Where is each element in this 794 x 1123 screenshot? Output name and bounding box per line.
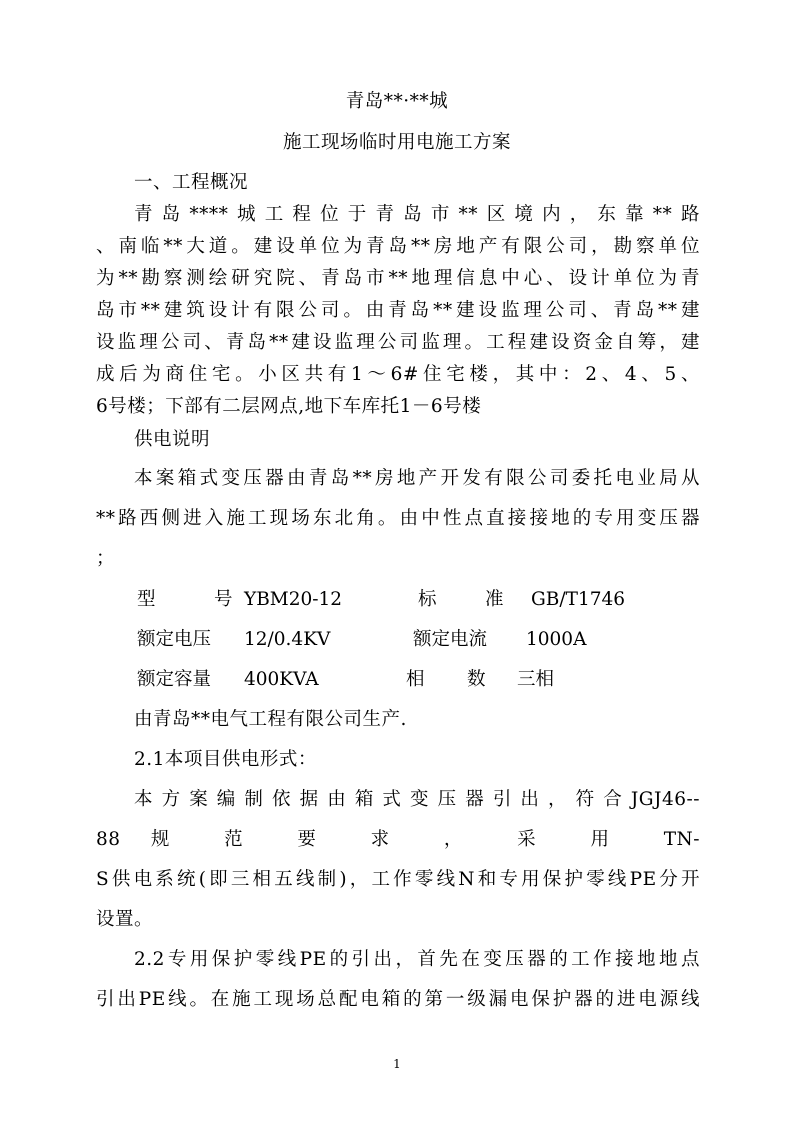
paragraph-line: S供电系统(即三相五线制)，工作零线N和专用保护零线PE分开 bbox=[96, 869, 700, 890]
paragraph-line: 、南临**大道。建设单位为青岛**房地产有限公司，勘察单位 bbox=[96, 236, 700, 257]
paragraph-line: ； bbox=[96, 548, 116, 569]
spec-voltage-label: 额定电压 bbox=[137, 629, 212, 650]
spec-standard-label-b: 准 bbox=[485, 589, 504, 610]
spec-phase-label-a: 相 bbox=[406, 669, 425, 690]
doc-title: 青岛**·**城 bbox=[345, 91, 449, 112]
paragraph-line: 2.2专用保护零线PE的引出，首先在变压器的工作接地地点 bbox=[134, 949, 700, 970]
spec-capacity-label: 额定容量 bbox=[137, 669, 212, 690]
paragraph-line: 岛市**建筑设计有限公司。由青岛**建设监理公司、青岛**建 bbox=[96, 300, 700, 321]
paragraph-line: 88 规 范 要 求 ， 采 用 TN- bbox=[96, 829, 700, 850]
paragraph-line: 引出PE线。在施工现场总配电箱的第一级漏电保护器的进电源线 bbox=[96, 989, 700, 1010]
paragraph-line: 成后为商住宅。小区共有1～6#住宅楼，其中：2、4、5、 bbox=[96, 364, 700, 385]
spec-phase-label-b: 数 bbox=[467, 669, 486, 690]
paragraph-line: 本案箱式变压器由青岛**房地产开发有限公司委托电业局从 bbox=[134, 468, 700, 489]
paragraph-line: 6号楼；下部有二层网点,地下车库托1－6号楼 bbox=[96, 396, 482, 417]
spec-capacity-value: 400KVA bbox=[244, 669, 319, 690]
section-heading-2-1: 2.1本项目供电形式： bbox=[134, 749, 317, 770]
spec-standard-value: GB/T1746 bbox=[531, 589, 626, 610]
section-heading-power: 供电说明 bbox=[134, 429, 211, 450]
spec-model-value: YBM20-12 bbox=[244, 589, 343, 610]
spec-voltage-value: 12/0.4KV bbox=[244, 629, 331, 650]
spec-model-label-b: 号 bbox=[214, 589, 233, 610]
spec-standard-label-a: 标 bbox=[418, 589, 437, 610]
spec-model-label-a: 型 bbox=[137, 589, 156, 610]
manufacturer-line: 由青岛**电气工程有限公司生产. bbox=[134, 709, 407, 730]
section-heading-overview: 一、工程概况 bbox=[134, 172, 249, 193]
paragraph-line: 为**勘察测绘研究院、青岛市**地理信息中心、设计单位为青 bbox=[96, 268, 700, 289]
doc-subtitle: 施工现场临时用电施工方案 bbox=[282, 132, 511, 153]
paragraph-line: **路西侧进入施工现场东北角。由中性点直接接地的专用变压器 bbox=[96, 508, 700, 529]
paragraph-line: 设置。 bbox=[96, 909, 154, 930]
paragraph-line: 青岛****城工程位于青岛市**区境内，东靠**路 bbox=[134, 204, 700, 225]
page-number: 1 bbox=[393, 1057, 401, 1071]
paragraph-line: 设监理公司、青岛**建设监理公司监理。工程建设资金自筹，建 bbox=[96, 332, 700, 353]
spec-phase-value: 三相 bbox=[517, 669, 555, 690]
paragraph-line: 本方案编制依据由箱式变压器引出，符合JGJ46-- bbox=[134, 789, 700, 810]
spec-current-label: 额定电流 bbox=[413, 629, 488, 650]
spec-current-value: 1000A bbox=[526, 629, 587, 650]
